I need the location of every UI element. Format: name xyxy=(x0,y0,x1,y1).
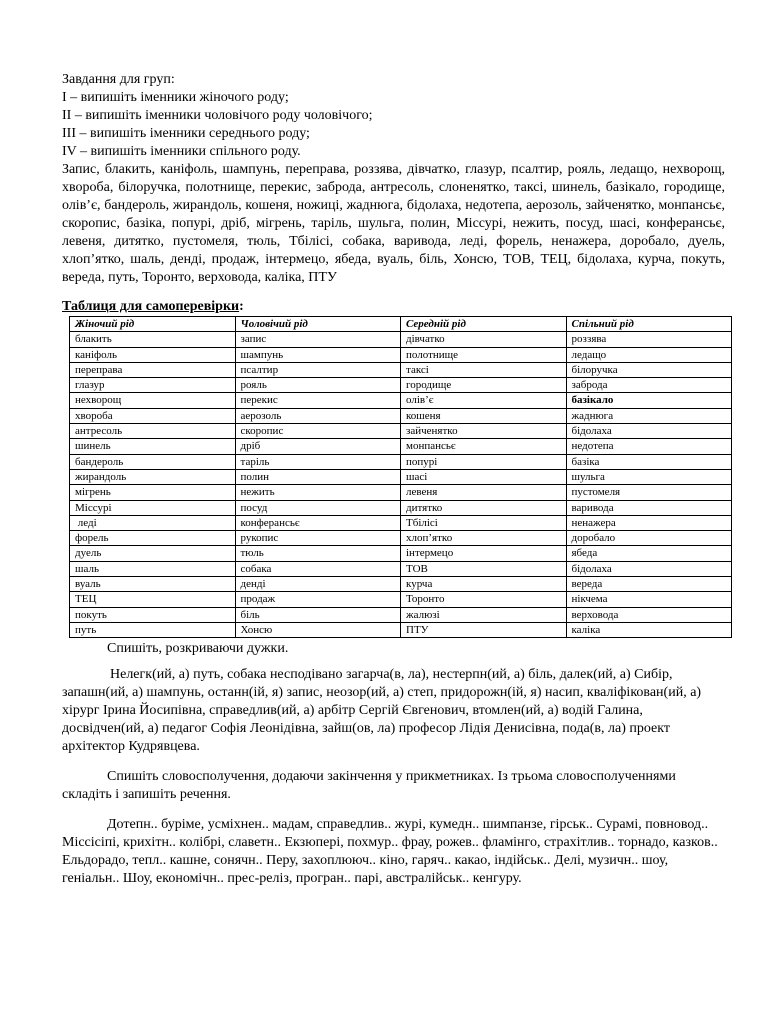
table-cell: полотнище xyxy=(401,347,567,362)
table-cell: ПТУ xyxy=(401,622,567,637)
table-row xyxy=(70,408,732,423)
table-cell: продаж xyxy=(235,592,401,607)
table-cell: вереда xyxy=(566,577,732,592)
table-cell: інтермецо xyxy=(401,546,567,561)
exercise1-instruction: Спишіть, розкриваючи дужки. xyxy=(107,641,289,657)
table-cell: каліка xyxy=(566,622,732,637)
table-cell: бідолаха xyxy=(566,561,732,576)
table-cell: Хонсю xyxy=(235,622,401,637)
table-row xyxy=(70,393,732,408)
table-cell: таріль xyxy=(235,454,401,469)
table-cell: заброда xyxy=(566,378,732,393)
table-row xyxy=(70,332,732,347)
table-row xyxy=(70,439,732,454)
table-header-row xyxy=(70,317,732,332)
table-cell: ябеда xyxy=(566,546,732,561)
table-row xyxy=(70,500,732,515)
table-cell: роззява xyxy=(566,332,732,347)
header-feminine: Жіночий рід xyxy=(70,317,236,332)
table-row xyxy=(70,531,732,546)
task-item: І – випишіть іменники жіночого роду; xyxy=(62,90,289,105)
table-row xyxy=(70,454,732,469)
table-cell: путь xyxy=(70,622,236,637)
table-row xyxy=(70,607,732,622)
table-row xyxy=(70,362,732,377)
table-row xyxy=(70,515,732,530)
table-row xyxy=(70,347,732,362)
table-row xyxy=(70,485,732,500)
table-cell: леді xyxy=(70,515,236,530)
table-row xyxy=(70,561,732,576)
table-cell: варивода xyxy=(566,500,732,515)
self-check-table xyxy=(69,316,732,638)
table-title-text: Таблиця для самоперевірки xyxy=(62,299,240,314)
table-cell: зайченятко xyxy=(401,424,567,439)
table-cell: шасі xyxy=(401,469,567,484)
header-masculine: Чоловічий рід xyxy=(235,317,401,332)
table-row xyxy=(70,469,732,484)
table-row xyxy=(70,622,732,637)
table-cell: дріб xyxy=(235,439,401,454)
table-row xyxy=(70,424,732,439)
table-cell: каніфоль xyxy=(70,347,236,362)
table-cell: вуаль xyxy=(70,577,236,592)
table-cell: аерозоль xyxy=(235,408,401,423)
table-cell: псалтир xyxy=(235,362,401,377)
group-tasks xyxy=(62,71,725,287)
table-cell: нежить xyxy=(235,485,401,500)
table-title-colon: : xyxy=(239,299,244,314)
table-cell: денді xyxy=(235,577,401,592)
header-common: Спільний рід xyxy=(566,317,732,332)
table-cell: переправа xyxy=(70,362,236,377)
table-cell: дуель xyxy=(70,546,236,561)
table-cell: недотепа xyxy=(566,439,732,454)
table-cell: рояль xyxy=(235,378,401,393)
table-cell: Торонто xyxy=(401,592,567,607)
table-cell: базіка xyxy=(566,454,732,469)
table-cell: городище xyxy=(401,378,567,393)
table-cell: Міссурі xyxy=(70,500,236,515)
word-list: Запис, блакить, каніфоль, шампунь, переправа, роззява, дівчатко, глазур, псалтир, рояль, ледащо, нехворощ, хвороба, білоручка, полотнище, перекис, заброда, антресоль, слоненятко, таксі, шинель, базікало, городище, олів’є, бандероль, жирандоль, кошеня, ножиці, жаднюга, бідолаха, недотепа, аерозоль, зайченятко, монпансьє, скоропис, базіка, попурі, дріб, мігрень, таріль, шульга, полин, Міссурі, нежить, посуд, шасі, конферансьє, левеня, дитятко, пустомеля, тюль, Тбілісі, собака, варивода, леді, форель, ненажера, доробало, дуель, хлоп’ятко, шаль, денді, продаж, інтермецо, ябеда, вуаль, біль, Хонсю, ТОВ, ТЕЦ, бідолаха, курча, покуть, вереда, путь, Торонто, верховода, каліка, ПТУ xyxy=(62,162,725,285)
table-cell: перекис xyxy=(235,393,401,408)
header-neuter: Середній рід xyxy=(401,317,567,332)
table-cell: глазур xyxy=(70,378,236,393)
table-cell: шинель xyxy=(70,439,236,454)
table-cell: жирандоль xyxy=(70,469,236,484)
table-cell: доробало xyxy=(566,531,732,546)
task-item: ІV – випишіть іменники спільного роду. xyxy=(62,144,301,159)
table-cell: запис xyxy=(235,332,401,347)
table-cell: тюль xyxy=(235,546,401,561)
table-cell: пустомеля xyxy=(566,485,732,500)
document-page xyxy=(62,71,725,888)
table-cell: верховода xyxy=(566,607,732,622)
table-title xyxy=(62,298,725,316)
table-cell: жалюзі xyxy=(401,607,567,622)
table-cell: ледащо xyxy=(566,347,732,362)
table-body xyxy=(70,332,732,638)
table-cell: антресоль xyxy=(70,424,236,439)
exercise1-text: Нелегк(ий, а) путь, собака несподівано загарча(в, ла), нестерпн(ий, а) біль, далек(ий, а) Сибір, запашн(ий, а) шампунь, останн(ій, я) запис, неозор(ий, а) степ, придорожн(ій, я) насип, кваліфікован(ий, а) хірург Ірина Йосипівна, справедлив(ий, а) арбітр Сергій Євгенович, втомлен(ий, а) водій Галина, досвідчен(ий, а) педагог Софія Леонідівна, зайш(ов, ла) професор Лідія Денисівна, пода(в, ла) проект архітектор Кудрявцева. xyxy=(62,667,702,755)
table-cell: бандероль xyxy=(70,454,236,469)
table-cell: біль xyxy=(235,607,401,622)
table-cell: ТЕЦ xyxy=(70,592,236,607)
table-cell: блакить xyxy=(70,332,236,347)
table-cell: дитятко xyxy=(401,500,567,515)
table-cell: покуть xyxy=(70,607,236,622)
table-cell: шаль xyxy=(70,561,236,576)
table-row xyxy=(70,577,732,592)
table-row xyxy=(70,592,732,607)
task-item: ІІ – випишіть іменники чоловічого роду чоловічого; xyxy=(62,108,373,123)
table-row xyxy=(70,378,732,393)
table-row xyxy=(70,546,732,561)
table-cell: хлоп’ятко xyxy=(401,531,567,546)
table-cell: конферансьє xyxy=(235,515,401,530)
table-cell: посуд xyxy=(235,500,401,515)
table-cell: ТОВ xyxy=(401,561,567,576)
table-cell: кошеня xyxy=(401,408,567,423)
table-cell: форель xyxy=(70,531,236,546)
tasks-title: Завдання для груп: xyxy=(62,72,175,87)
table-cell: ненажера xyxy=(566,515,732,530)
table-cell: собака xyxy=(235,561,401,576)
table-cell: дівчатко xyxy=(401,332,567,347)
table-cell: шульга xyxy=(566,469,732,484)
table-cell: олів’є xyxy=(401,393,567,408)
table-cell: рукопис xyxy=(235,531,401,546)
table-cell: бідолаха xyxy=(566,424,732,439)
table-cell: хвороба xyxy=(70,408,236,423)
table-cell: курча xyxy=(401,577,567,592)
table-cell: Тбілісі xyxy=(401,515,567,530)
table-cell: таксі xyxy=(401,362,567,377)
table-cell: мігрень xyxy=(70,485,236,500)
table-cell: полин xyxy=(235,469,401,484)
table-cell: нехворощ xyxy=(70,393,236,408)
table-cell: базікало xyxy=(566,393,732,408)
table-cell: білоручка xyxy=(566,362,732,377)
table-cell: монпансьє xyxy=(401,439,567,454)
exercise2-text: Дотепн.. буріме, усміхнен.. мадам, справедлив.. журі, кумедн.. шимпанзе, гірськ.. Сурамі, повновод.. Міссісіпі, крихітн.. колібрі, славетн.. Екзюпері, похмур.. фрау, рожев.. фламінго, страхітлив.. торнадо, казков.. Ельдорадо, тепл.. кашне, сонячн.. Перу, захоплююч.. кіно, гаряч.. какао, індійськ.. Делі, музичн.. шоу, геніальн.. Шоу, економічн.. прес-реліз, програн.. парі, австралійськ.. кенгуру. xyxy=(62,817,718,887)
exercise2-instruction: Спишіть словосполучення, додаючи закінчення у прикметниках. Із трьома словосполученнями складіть і запишіть речення. xyxy=(62,769,676,803)
table-cell: нікчема xyxy=(566,592,732,607)
task-item: ІІІ – випишіть іменники середнього роду; xyxy=(62,126,310,141)
table-cell: жаднюга xyxy=(566,408,732,423)
table-cell: скоропис xyxy=(235,424,401,439)
table-cell: левеня xyxy=(401,485,567,500)
table-cell: попурі xyxy=(401,454,567,469)
table-cell: шампунь xyxy=(235,347,401,362)
